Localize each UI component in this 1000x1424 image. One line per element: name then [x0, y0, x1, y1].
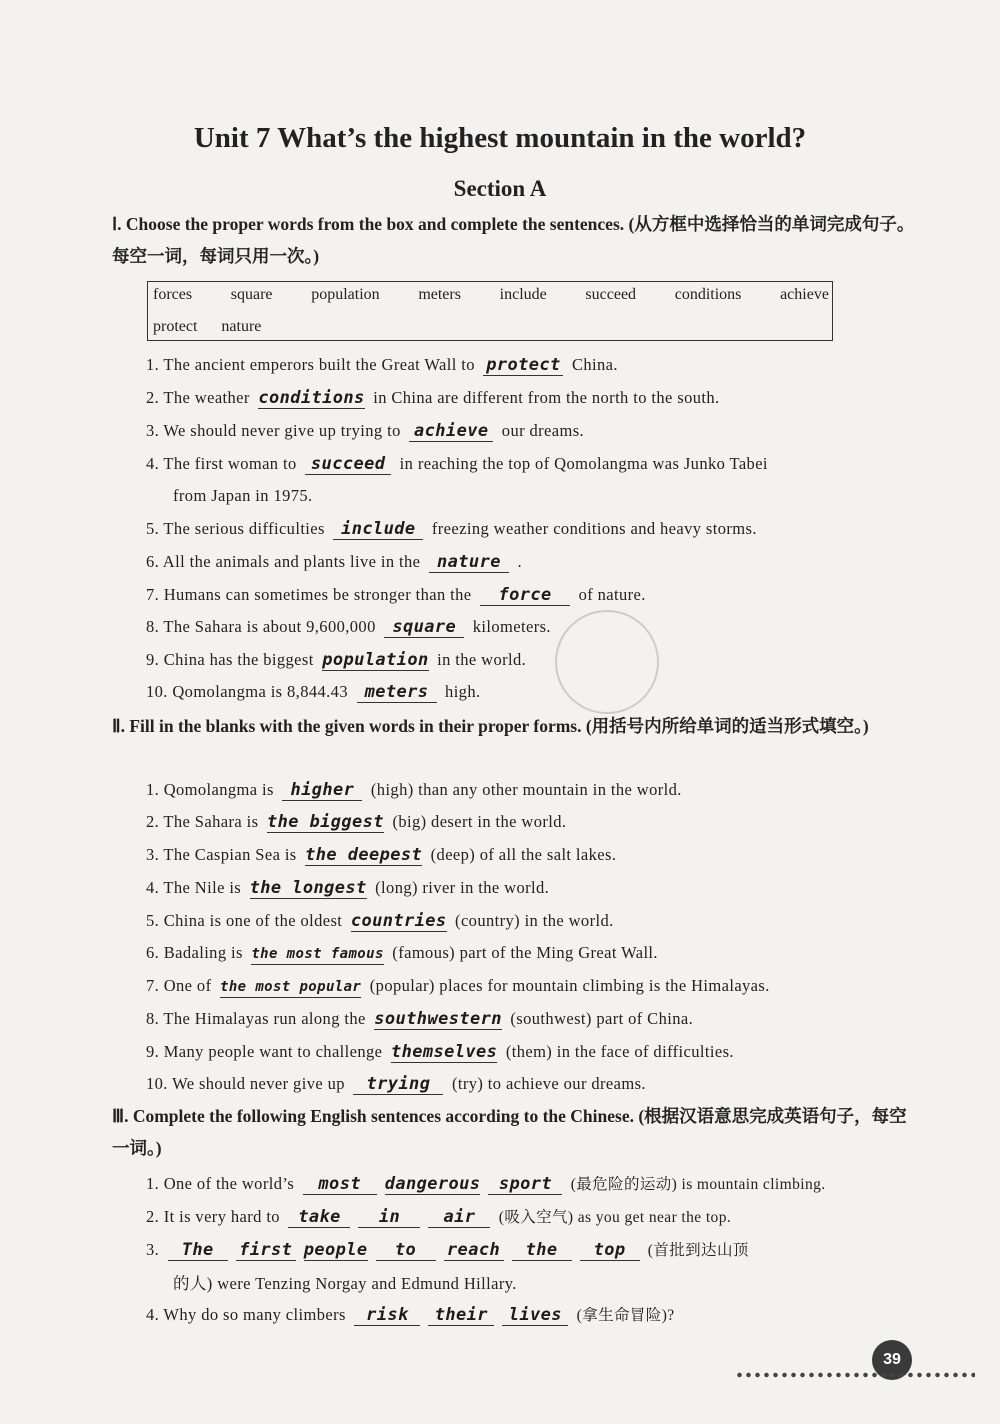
- sentence-line: [146, 519, 757, 540]
- sentence-text: (big) desert in the world.: [387, 812, 567, 831]
- answer-blank[interactable]: lives: [502, 1305, 568, 1326]
- box-word: nature: [221, 318, 262, 335]
- sentence-text: kilometers.: [468, 617, 551, 636]
- sentence-line: [146, 878, 549, 899]
- sentence-text: We should never give up trying to: [163, 421, 406, 440]
- sentence-text: (them) in the face of difficulties.: [501, 1042, 734, 1061]
- answer-blank[interactable]: most: [303, 1174, 377, 1195]
- sentence-line: [146, 454, 768, 475]
- sentence-text: freezing weather conditions and heavy storms.: [427, 519, 757, 538]
- part2-heading: Ⅱ. Fill in the blanks with the given words in their proper forms. (用括号内所给单词的适当形式填空。): [112, 716, 869, 736]
- answer-blank[interactable]: take: [288, 1207, 350, 1228]
- sentence-text: Badaling is: [163, 943, 248, 962]
- answer-blank[interactable]: the biggest: [266, 812, 384, 832]
- answer-blank[interactable]: the most famous: [251, 944, 383, 965]
- answer-blank[interactable]: higher: [282, 780, 362, 801]
- box-word: protect: [153, 318, 198, 335]
- sentence-text: All the animals and plants live in the: [162, 552, 425, 571]
- sentence-text: (country) in the world.: [450, 911, 614, 930]
- answer-blank[interactable]: achieve: [409, 421, 493, 442]
- sentence-line: [146, 1074, 646, 1095]
- part3-heading: Ⅲ. Complete the following English sentences according to the Chinese. (根据汉语意思完成英语句子，每空一词。): [112, 1106, 907, 1158]
- sentence-text: our dreams.: [497, 421, 585, 440]
- answer-blank[interactable]: themselves: [390, 1042, 498, 1062]
- answer-blank[interactable]: the longest: [249, 878, 367, 898]
- sentence-text: The serious difficulties: [163, 519, 330, 538]
- sentence-line: [173, 486, 313, 506]
- sentence-text: One of the world’s: [163, 1174, 299, 1193]
- answer-blank[interactable]: southwestern: [374, 1009, 502, 1029]
- sentence-line: [146, 1042, 734, 1063]
- sentence-text: from Japan in 1975.: [173, 486, 313, 505]
- decorative-dots: [735, 1372, 975, 1378]
- sentence-line: [146, 552, 522, 573]
- sentence-text: (拿生命冒险)?: [572, 1307, 675, 1324]
- box-word: meters: [418, 286, 461, 303]
- item-number: 9.: [146, 650, 164, 669]
- sentence-text: in China are different from the north to the south.: [368, 388, 720, 407]
- sentence-line: [146, 943, 658, 965]
- sentence-line: [146, 388, 720, 409]
- item-number: 5.: [146, 911, 164, 930]
- answer-blank[interactable]: square: [384, 617, 464, 638]
- sentence-text: Qomolangma is 8,844.43: [172, 682, 353, 701]
- box-word: include: [499, 286, 547, 303]
- word-box: [147, 281, 833, 341]
- item-number: 2.: [146, 1207, 164, 1226]
- box-word: forces: [153, 286, 193, 303]
- answer-blank[interactable]: conditions: [258, 388, 365, 408]
- sentence-text: One of: [163, 976, 216, 995]
- answer-blank[interactable]: succeed: [305, 454, 391, 475]
- answer-blank[interactable]: countries: [350, 911, 447, 931]
- sentence-text: in the world.: [432, 650, 527, 669]
- item-number: 8.: [146, 617, 164, 636]
- item-number: 10.: [146, 1074, 173, 1093]
- sentence-text: (try) to achieve our dreams.: [447, 1074, 646, 1093]
- sentence-text: We should never give up: [172, 1074, 350, 1093]
- answer-blank[interactable]: meters: [357, 682, 437, 703]
- sentence-text: It is very hard to: [163, 1207, 285, 1226]
- sentence-text: Qomolangma is: [163, 780, 279, 799]
- item-number: 3.: [146, 1240, 164, 1259]
- box-word: square: [230, 286, 273, 303]
- sentence-text: (最危险的运动) is mountain climbing.: [566, 1176, 826, 1193]
- part1-heading: Ⅰ. Choose the proper words from the box and complete the sentences. (从方框中选择恰当的单词完成句子。每空一词，每词只用一次。): [112, 214, 915, 266]
- box-word: achieve: [780, 286, 829, 303]
- sentence-line: [146, 1205, 731, 1228]
- page-number: 39: [872, 1340, 912, 1380]
- sentence-text: (吸入空气) as you get near the top.: [494, 1209, 732, 1226]
- box-word: population: [311, 286, 380, 303]
- item-number: 7.: [146, 585, 164, 604]
- sentence-text: Humans can sometimes be stronger than the: [163, 585, 477, 604]
- sentence-line: [146, 911, 614, 932]
- sentence-line: [146, 780, 682, 801]
- sentence-text: .: [512, 552, 522, 571]
- sentence-line: 的人) were Tenzing Norgay and Edmund Hillary.: [173, 1274, 517, 1293]
- sentence-line: [146, 650, 526, 671]
- sentence-line: [146, 1303, 675, 1326]
- answer-blank[interactable]: sport: [488, 1174, 562, 1195]
- sentence-text: China is one of the oldest: [163, 911, 347, 930]
- answer-blank[interactable]: trying: [353, 1074, 443, 1095]
- answer-blank[interactable]: nature: [429, 552, 509, 573]
- answer-blank[interactable]: in: [358, 1207, 420, 1228]
- sentence-line: [146, 845, 616, 866]
- item-number: 10.: [146, 682, 173, 701]
- item-number: 4.: [146, 1305, 164, 1324]
- answer-blank[interactable]: protect: [483, 355, 563, 376]
- sentence-text: (high) than any other mountain in the world.: [366, 780, 682, 799]
- sentence-line: [146, 682, 481, 703]
- sentence-text: The first woman to: [163, 454, 302, 473]
- item-number: 3.: [146, 421, 164, 440]
- sentence-line: [146, 355, 618, 376]
- sentence-text: The ancient emperors built the Great Wall to: [163, 355, 480, 374]
- sentence-text: The Caspian Sea is: [163, 845, 302, 864]
- sentence-text: (famous) part of the Ming Great Wall.: [387, 943, 658, 962]
- answer-blank[interactable]: air: [428, 1207, 490, 1228]
- sentence-text: The Sahara is: [163, 812, 263, 831]
- item-number: 2.: [146, 812, 164, 831]
- word-box-row2: [153, 318, 261, 336]
- word-box-row1: [153, 286, 829, 304]
- sentence-line: [146, 421, 584, 442]
- item-number: 4.: [146, 454, 164, 473]
- item-number: 1.: [146, 780, 164, 799]
- sentence-text: China.: [567, 355, 618, 374]
- item-number: 7.: [146, 976, 164, 995]
- answer-blank[interactable]: the most popular: [220, 977, 361, 998]
- sentence-text: The weather: [163, 388, 255, 407]
- sentence-text: China has the biggest: [163, 650, 319, 669]
- item-number: 6.: [146, 943, 164, 962]
- sentence-text: (deep) of all the salt lakes.: [426, 845, 617, 864]
- answer-blank[interactable]: dangerous: [384, 1174, 481, 1194]
- item-number: 1.: [146, 1174, 164, 1193]
- sentence-text: high.: [440, 682, 481, 701]
- page-title: Unit 7 What’s the highest mountain in the world?: [193, 122, 807, 154]
- sentence-line: [146, 617, 551, 638]
- item-number: 9.: [146, 1042, 164, 1061]
- stamp-watermark: [540, 595, 673, 728]
- answer-blank[interactable]: population: [322, 650, 429, 670]
- answer-blank[interactable]: top: [580, 1240, 640, 1261]
- answer-blank[interactable]: people: [303, 1240, 368, 1260]
- item-number: 5.: [146, 519, 164, 538]
- sentence-text: (southwest) part of China.: [505, 1009, 694, 1028]
- sentence-text: in reaching the top of Qomolangma was Junko Tabei: [395, 454, 768, 473]
- sentence-line: [146, 1172, 826, 1195]
- answer-blank[interactable]: force: [480, 585, 570, 606]
- sentence-line: [146, 585, 646, 606]
- item-number: 2.: [146, 388, 164, 407]
- sentence-text: Many people want to challenge: [163, 1042, 387, 1061]
- answer-blank[interactable]: first: [236, 1240, 296, 1261]
- answer-blank[interactable]: The: [168, 1240, 228, 1261]
- sentence-text: The Nile is: [163, 878, 246, 897]
- item-number: 6.: [146, 552, 163, 571]
- answer-blank[interactable]: the deepest: [305, 845, 423, 865]
- item-number: 8.: [146, 1009, 164, 1028]
- sentence-text: (popular) places for mountain climbing is the Himalayas.: [365, 976, 770, 995]
- item-number: 3.: [146, 845, 164, 864]
- sentence-text: The Sahara is about 9,600,000: [163, 617, 381, 636]
- sentence-line: [146, 1009, 693, 1030]
- sentence-line: [146, 976, 770, 998]
- answer-blank[interactable]: the: [512, 1240, 572, 1261]
- sentence-text: (首批到达山顶: [643, 1242, 749, 1259]
- sentence-text: (long) river in the world.: [370, 878, 550, 897]
- sentence-text: Why do so many climbers: [163, 1305, 351, 1324]
- sentence-line: [146, 812, 566, 833]
- answer-blank[interactable]: to: [376, 1240, 436, 1261]
- sentence-line: [146, 1238, 749, 1261]
- answer-blank[interactable]: their: [428, 1305, 494, 1326]
- item-number: 1.: [146, 355, 164, 374]
- answer-blank[interactable]: risk: [354, 1305, 420, 1326]
- answer-blank[interactable]: include: [333, 519, 423, 540]
- answer-blank[interactable]: reach: [444, 1240, 504, 1261]
- box-word: conditions: [674, 286, 742, 303]
- sentence-text: The Himalayas run along the: [163, 1009, 371, 1028]
- box-word: succeed: [585, 286, 637, 303]
- section-title: Section A: [453, 176, 547, 201]
- item-number: 4.: [146, 878, 164, 897]
- sentence-text: of nature.: [574, 585, 646, 604]
